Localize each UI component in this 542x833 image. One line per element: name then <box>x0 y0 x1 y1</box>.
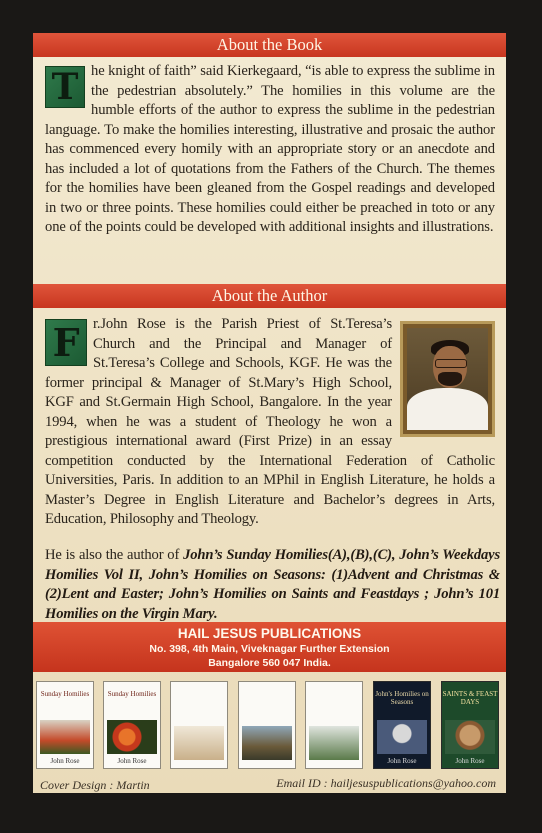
other-works-titles: John’s Sunday Homilies(A),(B),(C), John’s Weekdays Homilies Vol II, John’s Homilies on Seasons: (1)Advent and Christmas & (2)Lent and Easter; John’s Homilies on Saints and Feastdays ; John’s 101 Homilies on the Virgin Mary. <box>45 547 500 622</box>
about-author-text <box>45 315 495 530</box>
book-thumbnail-3 <box>170 681 228 769</box>
dropcap-t: T <box>45 66 85 108</box>
publisher-name: HAIL JESUS PUBLICATIONS <box>177 626 362 641</box>
book-thumbnail-6 <box>373 681 431 769</box>
book-thumbnail-4 <box>238 681 296 769</box>
book-6-author: John Rose <box>387 757 417 765</box>
book-thumbnail-1 <box>36 681 94 769</box>
dropcap-f: F <box>45 319 87 366</box>
cover-panel <box>33 33 506 793</box>
about-book-heading: About the Book <box>33 33 506 57</box>
book-2-author: John Rose <box>117 757 147 765</box>
book-1-title: Sunday Homilies <box>40 690 90 698</box>
book-thumbnails <box>33 675 506 775</box>
publisher-address-line1: No. 398, 4th Main, Viveknagar Further Extension <box>149 643 390 655</box>
book-thumbnail-7 <box>441 681 499 769</box>
publisher-email: Email ID : hailjesuspublications@yahoo.com <box>276 776 496 790</box>
book-thumbnail-2 <box>103 681 161 769</box>
about-author-body: r.John Rose is the Parish Priest of St.Teresa’s Church and the Principal and Manager of St.Teresa’s College and Schools, KGF. He was the former principal & Manager of St.Mary’s High School, KGF and St.Germain High School, Bangalore. In the year 1994, when he was a student of Theology he won a prestigious international award (First Prize) in an essay competition conducted by the International Federation of Catholic Universities, Paris. In addition to an MPhil in English Literature, he holds a Master’s Degree in English Literature and Bachelor’s degrees in Arts, Education, Philosophy and Theology. <box>45 316 495 527</box>
other-works-prefix: He is also the author of <box>45 547 184 563</box>
about-book-body: he knight of faith” said Kierkegaard, “is able to express the sublime in the pedestrian absolutely.” The homilies in this volume are the humble efforts of the author to express the sublime in the pedestrian language. To make the homilies interesting, illustrative and prosaic the author has commenced every homily with an appropriate story or an anecdote and has included a lot of quotations from the Fathers of the Church. The themes for the homilies have been gleaned from the Gospel readings and developed in two or three points. These homilies could either be preached in toto or any one of the points could be developed with additional insights and illustrations. <box>45 63 495 235</box>
book-7-title: SAINTS & FEAST DAYS <box>442 690 498 706</box>
book-thumbnail-5 <box>305 681 363 769</box>
book-2-title: Sunday Homilies <box>107 690 157 698</box>
book-1-author: John Rose <box>50 757 80 765</box>
publisher-band <box>33 622 506 672</box>
author-photo <box>400 321 495 437</box>
about-book-text <box>45 62 495 238</box>
publisher-address-line2: Bangalore 560 047 India. <box>208 657 331 669</box>
about-author-heading: About the Author <box>33 284 506 308</box>
cover-design-credit: Cover Design : Martin <box>40 778 150 792</box>
other-works <box>45 546 500 624</box>
book-7-author: John Rose <box>455 757 485 765</box>
book-6-title: John's Homilies on Seasons <box>375 690 429 706</box>
